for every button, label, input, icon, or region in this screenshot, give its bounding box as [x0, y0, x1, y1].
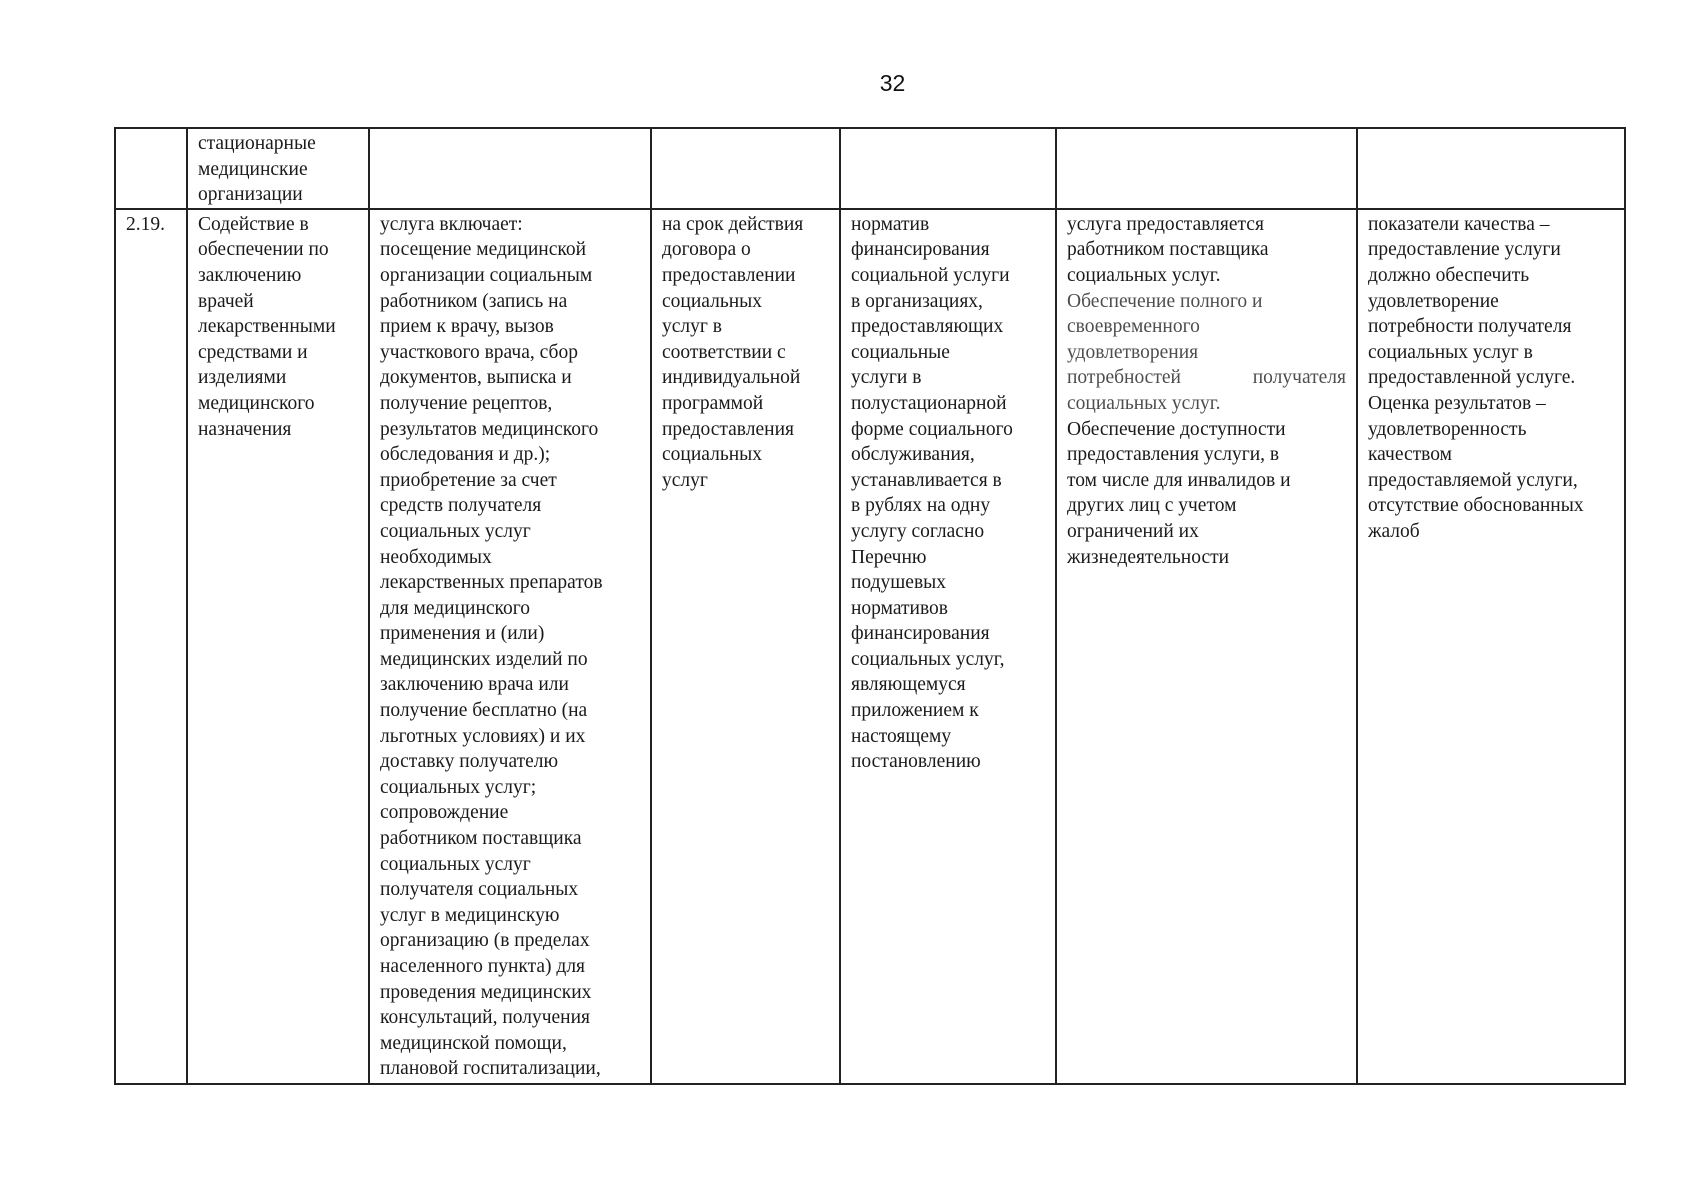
text-line: услуга предоставляется — [1067, 213, 1264, 235]
cell-description — [369, 209, 651, 1084]
text-line: социальных услуг. — [1067, 392, 1221, 414]
text-line: финансирования — [851, 239, 990, 261]
text-line: полустационарной — [851, 392, 1007, 414]
text-line: настоящему — [851, 725, 952, 747]
text-line: предоставление услуги — [1368, 239, 1561, 261]
conditions-part-b — [1067, 289, 1346, 366]
text-line: удовлетворения — [1067, 341, 1199, 363]
text-line: социальной услуги — [851, 264, 1010, 286]
text-line: подушевых — [851, 572, 947, 594]
text-line: должно обеспечить — [1368, 264, 1530, 286]
service-quality — [1368, 212, 1614, 545]
text-line: программой — [662, 392, 764, 414]
text-line: средств получателя — [380, 495, 542, 517]
table-row-continuation — [115, 128, 1625, 209]
cell-term — [651, 209, 840, 1084]
text-line: постановлению — [851, 751, 981, 773]
text-line: социальных услуг, — [851, 648, 1005, 670]
text-line: отсутствие обоснованных — [1368, 495, 1584, 517]
text-line: Обеспечение доступности — [1067, 418, 1286, 440]
text-word: получателя — [1252, 367, 1346, 389]
text-line: посещение медицинской — [380, 239, 587, 261]
text-line: ограничений их — [1067, 520, 1199, 542]
text-line: лекарственных препаратов — [380, 572, 603, 594]
text-line: нормативов — [851, 597, 948, 619]
service-term — [662, 212, 829, 494]
row-number: 2.19. — [126, 213, 165, 235]
text-line: Перечню — [851, 546, 927, 568]
cell-conditions — [1056, 128, 1357, 209]
text-line: медицинских изделий по — [380, 648, 588, 670]
text-line: участкового врача, сбор — [380, 341, 578, 363]
text-line: плановой госпитализации, — [380, 1058, 601, 1080]
text-line: назначения — [198, 418, 292, 440]
text-line: в рублях на одну — [851, 495, 991, 517]
text-line: Обеспечение полного и — [1067, 290, 1263, 312]
cell-service-name — [187, 209, 369, 1084]
text-line: услуг в медицинскую — [380, 904, 560, 926]
cell-quality — [1357, 128, 1625, 209]
text-line: жалоб — [1368, 520, 1420, 542]
text-line: получение бесплатно (на — [380, 700, 588, 722]
text-line: услуга включает: — [380, 213, 523, 235]
text-line: приобретение за счет — [380, 469, 557, 491]
text-line: удовлетворенность — [1368, 418, 1527, 440]
text-word: потребностей — [1067, 367, 1181, 389]
text-line: медицинского — [198, 392, 315, 414]
text-line: показатели качества – — [1368, 213, 1550, 235]
text-line: жизнедеятельности — [1067, 546, 1230, 568]
cell-term — [651, 128, 840, 209]
text-line: необходимых — [380, 546, 492, 568]
text-line: других лиц с учетом — [1067, 495, 1237, 517]
text-line: консультаций, получения — [380, 1007, 591, 1029]
text-line: льготных условиях) и их — [380, 725, 586, 747]
text-line: услуг — [662, 469, 708, 491]
text-line: являющемуся — [851, 674, 966, 696]
text-line: социальных услуг в — [1368, 341, 1533, 363]
text-line: социальных услуг — [380, 853, 531, 875]
text-line: услуг в — [662, 316, 722, 338]
service-description — [380, 212, 640, 1082]
text-line: социальных услуг — [380, 520, 531, 542]
cell-norm — [840, 209, 1056, 1084]
table-row-2-19 — [115, 209, 1625, 1084]
text-line: предоставлении — [662, 264, 796, 286]
text-line: предоставляющих — [851, 316, 1004, 338]
text-line: социальных — [662, 290, 763, 312]
text-line: своевременного — [1067, 316, 1200, 338]
text-line: том числе для инвалидов и — [1067, 469, 1291, 491]
cell-service-name — [187, 128, 369, 209]
conditions-part-d — [1067, 417, 1346, 571]
conditions-justified-line — [1067, 365, 1346, 391]
text-line: предоставляемой услуги, — [1368, 469, 1578, 491]
text-line: документов, выписка и — [380, 367, 572, 389]
text-line: применения и (или) — [380, 623, 545, 645]
text-line: качеством — [1368, 444, 1452, 466]
text-line: стационарные — [198, 133, 316, 154]
text-line: норматив — [851, 213, 930, 235]
cell-description — [369, 128, 651, 209]
text-line: заключению врача или — [380, 674, 569, 696]
text-line: врачей — [198, 290, 254, 312]
text-line: услуги в — [851, 367, 922, 389]
conditions-part-c — [1067, 391, 1346, 417]
text-line: обследования и др.); — [380, 444, 551, 466]
text-line: Содействие в — [198, 213, 309, 235]
page-number: 32 — [879, 70, 906, 96]
text-line: социальных — [662, 444, 763, 466]
text-line: доставку получателю — [380, 751, 559, 773]
cell-quality — [1357, 209, 1625, 1084]
text-line: устанавливается в — [851, 469, 1002, 491]
text-line: предоставления услуги, в — [1067, 444, 1280, 466]
service-norm — [851, 212, 1045, 775]
text-line: форме социального — [851, 418, 1013, 440]
text-line: медицинской помощи, — [380, 1032, 567, 1054]
cell-norm — [840, 128, 1056, 209]
text-line: средствами и — [198, 341, 308, 363]
text-line: удовлетворение — [1368, 290, 1499, 312]
text-line: организации — [198, 184, 303, 206]
text-line: потребности получателя — [1368, 316, 1572, 338]
text-line: приложением к — [851, 700, 979, 722]
text-line: социальных услуг. — [1067, 264, 1221, 286]
service-name — [198, 212, 358, 442]
services-table — [114, 127, 1626, 1085]
text-line: получателя социальных — [380, 879, 579, 901]
text-line: изделиями — [198, 367, 287, 389]
text-line: обслуживания, — [851, 444, 975, 466]
text-line: соответствии с — [662, 341, 786, 363]
text-line: лекарственными — [198, 316, 336, 338]
text-line: Оценка результатов – — [1368, 392, 1546, 414]
cell-number — [115, 209, 187, 1084]
cell-number — [115, 128, 187, 209]
text-line: результатов медицинского — [380, 418, 599, 440]
text-line: в организациях, — [851, 290, 983, 312]
text-line: работником поставщика — [1067, 239, 1269, 261]
text-line: социальные — [851, 341, 950, 363]
text-line: получение рецептов, — [380, 392, 553, 414]
text-line: работником поставщика — [380, 828, 582, 850]
text-line: работником (запись на — [380, 290, 568, 312]
text-line: заключению — [198, 264, 302, 286]
text-line: прием к врачу, вызов — [380, 316, 554, 338]
text-line: сопровождение — [380, 802, 509, 824]
text-line: услугу согласно — [851, 520, 985, 542]
cell-conditions — [1056, 209, 1357, 1084]
text-line: проведения медицинских — [380, 981, 592, 1003]
text-line: населенного пункта) для — [380, 956, 586, 977]
text-line: предоставленной услуге. — [1368, 367, 1576, 389]
text-line: обеспечении по — [198, 239, 329, 261]
text-line: индивидуальной — [662, 367, 801, 389]
conditions-part-a — [1067, 212, 1346, 289]
text-line: договора о — [662, 239, 751, 261]
text-line: предоставления — [662, 418, 794, 440]
text-line: финансирования — [851, 623, 990, 645]
text-line: организации социальным — [380, 264, 593, 286]
text-line: для медицинского — [380, 597, 531, 619]
text-line: на срок действия — [662, 213, 804, 235]
text-line: социальных услуг; — [380, 776, 537, 798]
text-line: медицинские — [198, 158, 308, 180]
text-line: организацию (в пределах — [380, 930, 590, 952]
